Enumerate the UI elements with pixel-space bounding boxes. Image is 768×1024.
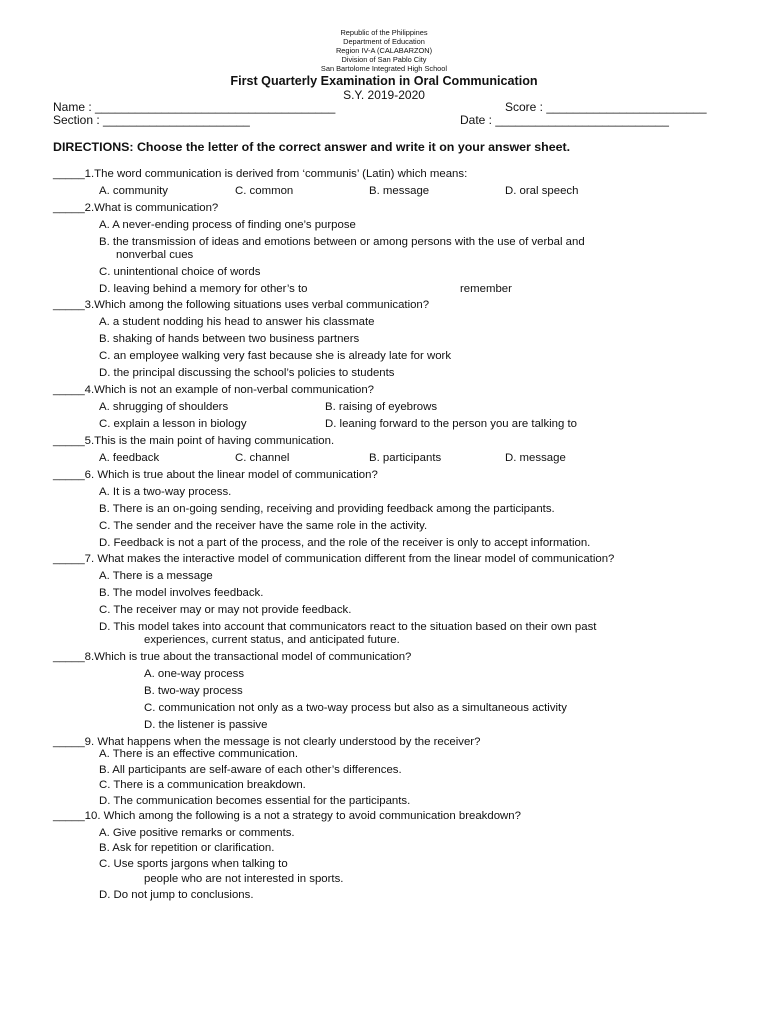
q1-option-c: C. common [235, 185, 294, 197]
question-6: _____6. Which is true about the linear model of communication? [53, 469, 378, 481]
q8-option-c: C. communication not only as a two-way process but also as a simultaneous activity [144, 702, 567, 714]
school-year: S.Y. 2019-2020 [343, 88, 425, 102]
q2-option-c: C. unintentional choice of words [99, 266, 261, 278]
q1-option-a: A. community [99, 185, 168, 197]
q10-option-a: A. Give positive remarks or comments. [99, 827, 295, 839]
question-1: _____1.The word communication is derived from ‘communis’ (Latin) which means: [53, 168, 468, 180]
header-republic: Republic of the Philippines [340, 28, 428, 37]
q10-option-c: C. Use sports jargons when talking to [99, 858, 288, 870]
question-4: _____4.Which is not an example of non-verbal communication? [53, 384, 375, 396]
exam-title: First Quarterly Examination in Oral Communication [230, 74, 538, 88]
q9-option-a: A. There is an effective communication. [99, 748, 299, 760]
q3-option-c: C. an employee walking very fast because she is already late for work [99, 350, 452, 362]
q4-option-d: D. leaning forward to the person you are talking to [325, 418, 578, 430]
q2-option-b: B. the transmission of ideas and emotions between or among persons with the use of verbal and [99, 236, 585, 248]
q4-option-c: C. explain a lesson in biology [99, 418, 247, 430]
q5-option-a: A. feedback [99, 452, 160, 464]
q8-option-d: D. the listener is passive [144, 719, 268, 731]
q7-option-a: A. There is a message [99, 570, 213, 582]
q9-option-b: B. All participants are self-aware of each other’s differences. [99, 764, 402, 776]
q4-option-a: A. shrugging of shoulders [99, 401, 229, 413]
directions: DIRECTIONS: Choose the letter of the correct answer and write it on your answer sheet. [53, 140, 571, 154]
q7-option-d: D. This model takes into account that communicators react to the situation based on their own past [99, 621, 597, 633]
q8-option-b: B. two-way process [144, 685, 243, 697]
q4-option-b: B. raising of eyebrows [325, 401, 438, 413]
name-field: Name : ____________________________________ [53, 100, 336, 114]
q6-option-a: A. It is a two-way process. [99, 486, 232, 498]
header-division: Division of San Pablo City [341, 55, 427, 64]
q5-option-d: D. message [505, 452, 566, 464]
q1-option-b: B. message [369, 185, 430, 197]
question-8: _____8.Which is true about the transactional model of communication? [53, 651, 412, 663]
q9-option-d: D. The communication becomes essential for the participants. [99, 795, 411, 807]
question-3: _____3.Which among the following situations uses verbal communication? [53, 299, 430, 311]
q2-option-a: A. A never-ending process of finding one’s purpose [99, 219, 356, 231]
question-5: _____5.This is the main point of having communication. [53, 435, 335, 447]
q6-option-c: C. The sender and the receiver have the same role in the activity. [99, 520, 428, 532]
q5-option-b: B. participants [369, 452, 442, 464]
question-9: _____9. What happens when the message is not clearly understood by the receiver? [53, 736, 481, 748]
q6-option-b: B. There is an on-going sending, receiving and providing feedback among the participants. [99, 503, 555, 515]
q8-option-a: A. one-way process [144, 668, 245, 680]
question-10: _____10. Which among the following is a not a strategy to avoid communication breakdown? [53, 810, 521, 822]
q9-option-c: C. There is a communication breakdown. [99, 779, 306, 791]
date-field: Date : __________________________ [460, 113, 669, 127]
section-field: Section : ______________________ [53, 113, 250, 127]
q3-option-b: B. shaking of hands between two business partners [99, 333, 360, 345]
q5-option-c: C. channel [235, 452, 290, 464]
q2-option-d-cont: remember [460, 283, 512, 295]
q3-option-d: D. the principal discussing the school’s policies to students [99, 367, 395, 379]
q3-option-a: A. a student nodding his head to answer his classmate [99, 316, 375, 328]
header-school: San Bartolome Integrated High School [320, 64, 448, 73]
header-region: Region IV-A (CALABARZON) [335, 46, 433, 55]
score-field: Score : ________________________ [505, 100, 707, 114]
q10-option-d: D. Do not jump to conclusions. [99, 889, 254, 901]
q7-option-d-cont: experiences, current status, and anticipated future. [144, 634, 400, 646]
q6-option-d: D. Feedback is not a part of the process, and the role of the receiver is only to accept information. [99, 537, 591, 549]
q1-option-d: D. oral speech [505, 185, 579, 197]
q10-option-c-cont: people who are not interested in sports. [144, 873, 344, 885]
q2-option-b-cont: nonverbal cues [116, 249, 194, 261]
question-7: _____7. What makes the interactive model of communication different from the linear model of communication? [53, 553, 615, 565]
question-2: _____2.What is communication? [53, 202, 219, 214]
q7-option-c: C. The receiver may or may not provide feedback. [99, 604, 352, 616]
q10-option-b: B. Ask for repetition or clarification. [99, 842, 275, 854]
header-department: Department of Education [343, 37, 425, 46]
q7-option-b: B. The model involves feedback. [99, 587, 264, 599]
q2-option-d: D. leaving behind a memory for other’s to [99, 283, 308, 295]
